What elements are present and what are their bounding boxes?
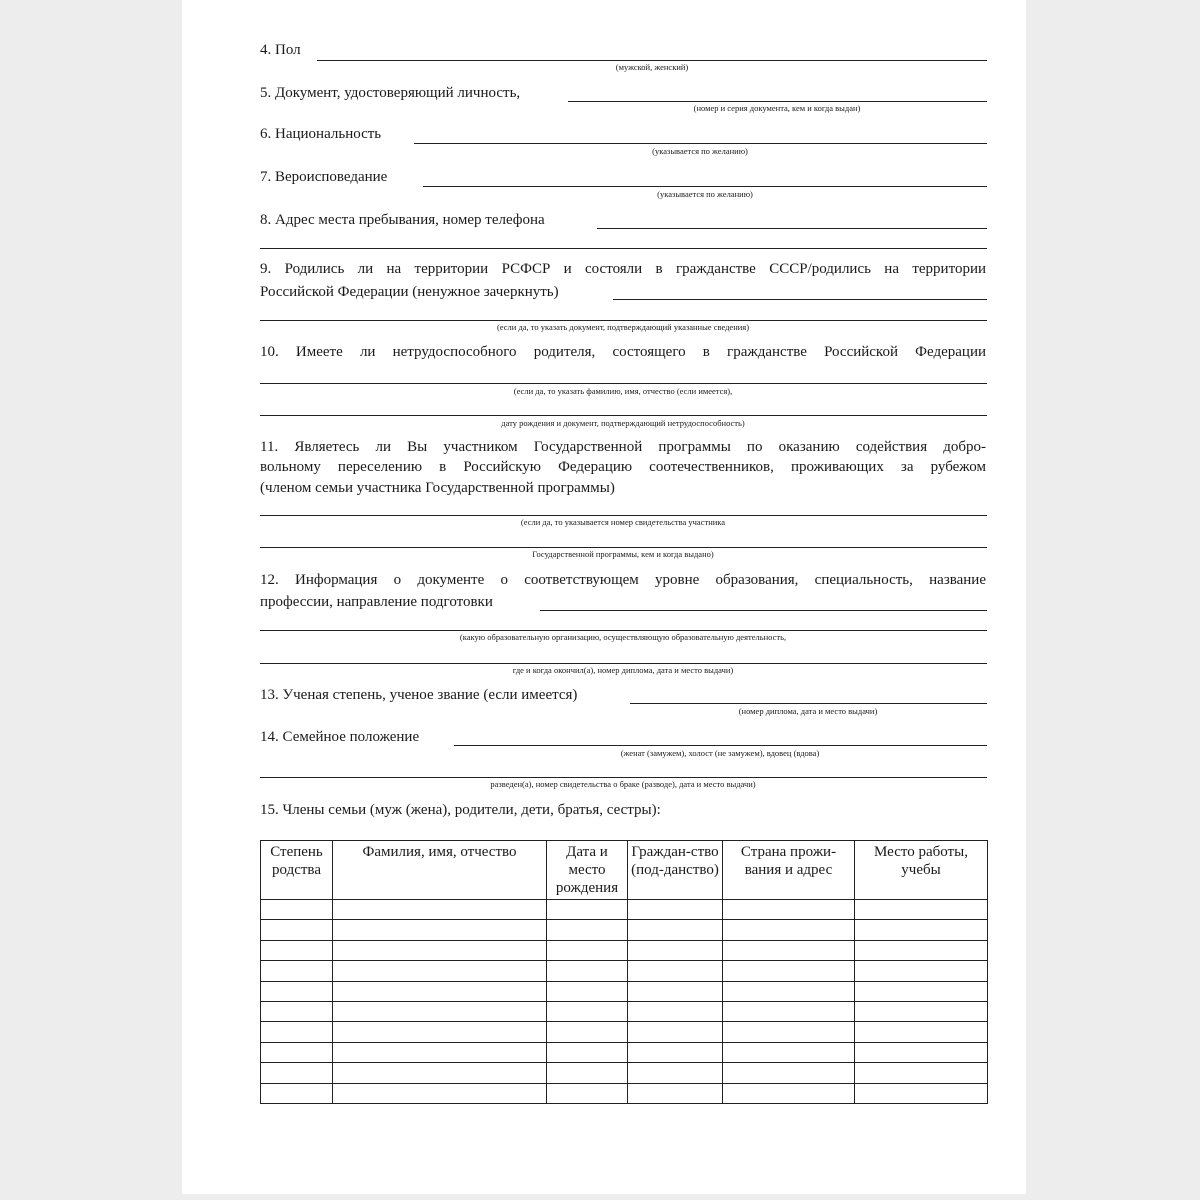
family-members-table xyxy=(260,840,988,1104)
q10-text: 10. Имеете ли нетрудоспособного родителя, состоящего в гражданстве Российской Федерации xyxy=(260,344,986,360)
field-label-id-document: 5. Документ, удостоверяющий личность, xyxy=(260,85,521,101)
table-row xyxy=(261,961,988,981)
table-cell[interactable] xyxy=(261,1063,333,1083)
q11-line3: (членом семьи участника Государственной программы) xyxy=(260,480,615,496)
table-row xyxy=(261,1042,988,1062)
q11-caption-2: Государственной программы, кем и когда выдано) xyxy=(532,549,714,559)
table-cell[interactable] xyxy=(261,1001,333,1021)
table-cell[interactable] xyxy=(333,1022,547,1042)
q9-answer-line-2[interactable] xyxy=(260,320,987,321)
q12-line2: профессии, направление подготовки xyxy=(260,594,493,610)
q13-caption: (номер диплома, дата и место выдачи) xyxy=(738,706,878,716)
table-cell[interactable] xyxy=(628,920,723,940)
table-row xyxy=(261,1083,988,1103)
table-cell[interactable] xyxy=(855,940,988,960)
q11-answer-line-2[interactable] xyxy=(260,547,987,548)
table-row xyxy=(261,900,988,920)
table-cell[interactable] xyxy=(723,1022,855,1042)
q12-answer-line[interactable] xyxy=(540,610,987,611)
table-cell[interactable] xyxy=(723,1063,855,1083)
q12-answer-line-2[interactable] xyxy=(260,630,987,631)
field-line-address[interactable] xyxy=(597,228,987,229)
table-cell[interactable] xyxy=(628,1083,723,1103)
col-header-full-name: Фамилия, имя, отчество xyxy=(333,841,547,900)
table-cell[interactable] xyxy=(333,1063,547,1083)
table-cell[interactable] xyxy=(547,1001,628,1021)
q13-label: 13. Ученая степень, ученое звание (если имеется) xyxy=(260,687,578,703)
table-row xyxy=(261,1063,988,1083)
table-cell[interactable] xyxy=(333,940,547,960)
table-cell[interactable] xyxy=(547,1022,628,1042)
table-cell[interactable] xyxy=(261,900,333,920)
q11-caption-1: (если да, то указывается номер свидетельства участника xyxy=(520,517,726,527)
table-cell[interactable] xyxy=(628,940,723,960)
table-cell[interactable] xyxy=(547,900,628,920)
table-cell[interactable] xyxy=(855,1063,988,1083)
q9-line2: Российской Федерации (ненужное зачеркнуть) xyxy=(260,284,559,300)
table-cell[interactable] xyxy=(261,1042,333,1062)
q14-answer-line-2[interactable] xyxy=(260,777,987,778)
q14-label: 14. Семейное положение xyxy=(260,729,420,745)
table-cell[interactable] xyxy=(855,1083,988,1103)
field-line-nationality[interactable] xyxy=(414,143,987,144)
table-cell[interactable] xyxy=(333,961,547,981)
table-cell[interactable] xyxy=(333,900,547,920)
table-cell[interactable] xyxy=(261,920,333,940)
field-label-nationality: 6. Национальность xyxy=(260,126,382,142)
q10-caption-2: дату рождения и документ, подтверждающий нетрудоспособность) xyxy=(501,418,745,428)
table-cell[interactable] xyxy=(547,1042,628,1062)
table-header-row xyxy=(261,841,988,900)
table-cell[interactable] xyxy=(855,920,988,940)
field-caption-id-document: (номер и серия документа, кем и когда выдан) xyxy=(693,103,861,113)
table-cell[interactable] xyxy=(723,920,855,940)
table-cell[interactable] xyxy=(855,900,988,920)
q10-answer-line[interactable] xyxy=(260,383,987,384)
table-cell[interactable] xyxy=(547,981,628,1001)
table-row xyxy=(261,1001,988,1021)
field-label-religion: 7. Вероисповедание xyxy=(260,169,388,185)
col-header-birth: Дата и место рождения xyxy=(547,841,628,900)
col-header-citizenship: Граждан-ство (под-данство) xyxy=(628,841,723,900)
q15-label: 15. Члены семьи (муж (жена), родители, дети, братья, сестры): xyxy=(260,802,661,818)
table-cell[interactable] xyxy=(333,1001,547,1021)
field-label-address: 8. Адрес места пребывания, номер телефона xyxy=(260,212,545,228)
q11-line2: вольному переселению в Российскую Федерацию соотечественников, проживающих за рубежом xyxy=(260,459,986,475)
table-cell[interactable] xyxy=(261,961,333,981)
col-header-work: Место работы, учебы xyxy=(855,841,988,900)
q11-answer-line[interactable] xyxy=(260,515,987,516)
table-cell[interactable] xyxy=(547,920,628,940)
field-line-address-2[interactable] xyxy=(260,248,987,249)
q14-caption-2: разведен(а), номер свидетельства о браке (разводе), дата и место выдачи) xyxy=(490,779,756,789)
table-row xyxy=(261,920,988,940)
table-cell[interactable] xyxy=(855,1001,988,1021)
q14-answer-line[interactable] xyxy=(454,745,987,746)
table-cell[interactable] xyxy=(723,961,855,981)
table-row xyxy=(261,981,988,1001)
table-cell[interactable] xyxy=(547,1063,628,1083)
field-caption-gender: (мужской, женский) xyxy=(615,62,689,72)
table-cell[interactable] xyxy=(723,940,855,960)
q9-line1: 9. Родились ли на территории РСФСР и состояли в гражданстве СССР/родились на территории xyxy=(260,261,986,277)
table-cell[interactable] xyxy=(628,900,723,920)
table-cell[interactable] xyxy=(547,940,628,960)
table-cell[interactable] xyxy=(723,981,855,1001)
table-cell[interactable] xyxy=(855,981,988,1001)
table-cell[interactable] xyxy=(723,900,855,920)
table-cell[interactable] xyxy=(628,961,723,981)
table-cell[interactable] xyxy=(333,1083,547,1103)
field-line-id-document[interactable] xyxy=(568,101,987,102)
field-line-gender[interactable] xyxy=(317,60,987,61)
q9-answer-line[interactable] xyxy=(613,299,987,300)
field-caption-religion: (указывается по желанию) xyxy=(657,189,753,199)
q14-caption-1: (женат (замужем), холост (не замужем), вдовец (вдова) xyxy=(620,748,820,758)
table-cell[interactable] xyxy=(547,961,628,981)
table-row xyxy=(261,1022,988,1042)
table-cell[interactable] xyxy=(855,961,988,981)
table-cell[interactable] xyxy=(333,1042,547,1062)
col-header-residence: Страна прожи-вания и адрес xyxy=(723,841,855,900)
field-caption-nationality: (указывается по желанию) xyxy=(652,146,748,156)
table-cell[interactable] xyxy=(628,1001,723,1021)
table-cell[interactable] xyxy=(261,1022,333,1042)
table-cell[interactable] xyxy=(261,1083,333,1103)
q11-line1: 11. Являетесь ли Вы участником Государственной программы по оказанию содействия добро- xyxy=(260,439,986,455)
table-cell[interactable] xyxy=(333,981,547,1001)
table-cell[interactable] xyxy=(855,1022,988,1042)
table-cell[interactable] xyxy=(628,1063,723,1083)
table-cell[interactable] xyxy=(855,1042,988,1062)
q12-answer-line-3[interactable] xyxy=(260,663,987,664)
table-cell[interactable] xyxy=(333,920,547,940)
table-cell[interactable] xyxy=(261,981,333,1001)
table-cell[interactable] xyxy=(547,1083,628,1103)
q10-caption-1: (если да, то указать фамилию, имя, отчество (если имеется), xyxy=(513,386,733,396)
q12-line1: 12. Информация о документе о соответствующем уровне образования, специальность, название xyxy=(260,572,986,588)
q9-caption: (если да, то указать документ, подтверждающий указанные сведения) xyxy=(496,322,750,332)
field-line-religion[interactable] xyxy=(423,186,987,187)
table-cell[interactable] xyxy=(628,981,723,1001)
table-cell[interactable] xyxy=(628,1042,723,1062)
table-cell[interactable] xyxy=(628,1022,723,1042)
field-label-gender: 4. Пол xyxy=(260,42,301,58)
q12-caption-2: где и когда окончил(а), номер диплома, дата и место выдачи) xyxy=(512,665,734,675)
table-cell[interactable] xyxy=(723,1042,855,1062)
table-cell[interactable] xyxy=(261,940,333,960)
table-cell[interactable] xyxy=(723,1083,855,1103)
q12-caption-1: (какую образовательную организацию, осуществляющую образовательную деятельность, xyxy=(459,632,787,642)
q13-answer-line[interactable] xyxy=(630,703,987,704)
table-row xyxy=(261,940,988,960)
table-cell[interactable] xyxy=(723,1001,855,1021)
col-header-relation: Степень родства xyxy=(261,841,333,900)
q10-answer-line-2[interactable] xyxy=(260,415,987,416)
